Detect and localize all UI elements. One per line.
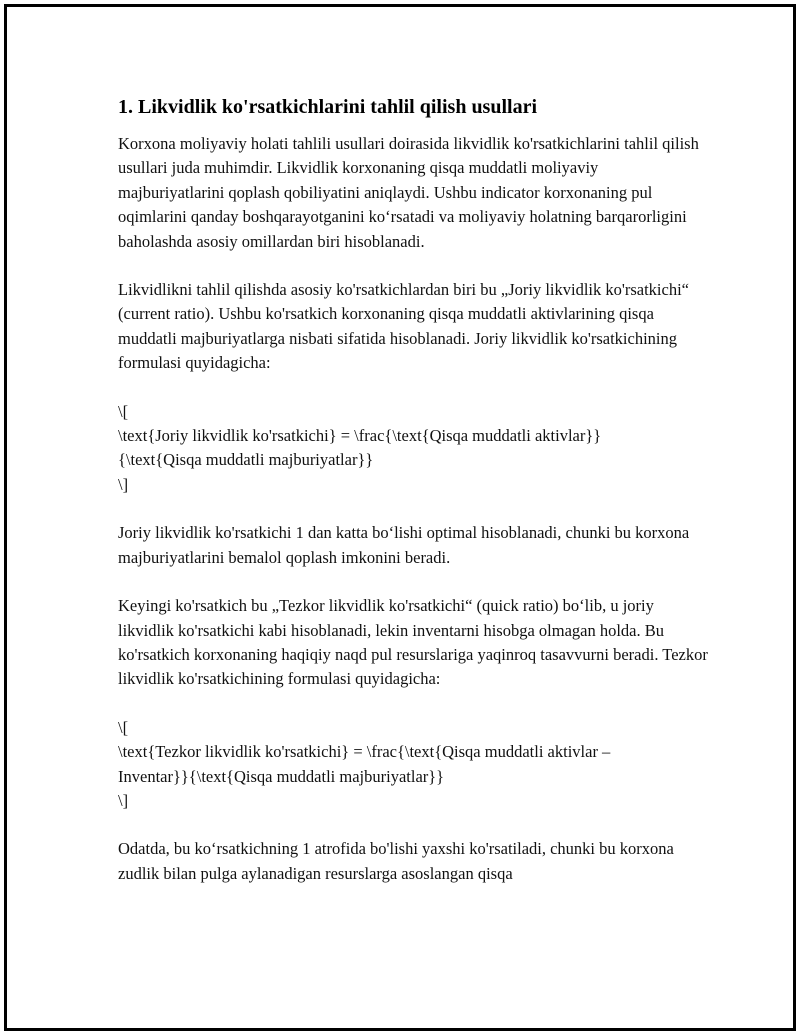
paragraph-current-ratio: Likvidlikni tahlil qilishda asosiy ko'rsatkichlardan biri bu „Joriy likvidlik ko'rsatkichi“ (current ratio). Ushbu ko'rsatkich korxonaning qisqa muddatli aktivlarining qisqa muddatli majburiyatlarga nisbati sifatida hisoblanadi. Joriy likvidlik ko'rsatkichining formulasi quyidagicha: <box>118 280 689 373</box>
paragraph-intro: Korxona moliyaviy holati tahlili usullari doirasida likvidlik ko'rsatkichlarini tahlil qilish usullari juda muhimdir. Likvidlik korxonaning qisqa muddatli moliyaviy majburiyatlarini qoplash qobiliyatini aniqlaydi. Ushbu indicator korxonaning pul oqimlarini qanday boshqarayotganini ko‘rsatadi va moliyaviy holatning barqarorligini baholashda asosiy omillardan biri hisoblanadi. <box>118 134 699 251</box>
paragraph-quick-ratio-note: Odatda, bu ko‘rsatkichning 1 atrofida bo'lishi yaxshi ko'rsatiladi, chunki bu korxona zudlik bilan pulga aylanadigan resurslarga asoslangan qisqa <box>118 839 674 883</box>
formula-quick-ratio: \[ \text{Tezkor likvidlik ko'rsatkichi} = \frac{\text{Qisqa muddatli aktivlar – Inventar}}{\text{Qisqa muddatli majburiyatlar}} \] <box>118 717 611 810</box>
paragraph-quick-ratio: Keyingi ko'rsatkich bu „Tezkor likvidlik ko'rsatkichi“ (quick ratio) bo‘lib, u joriy likvidlik ko'rsatkichi kabi hisoblanadi, lekin inventarni hisobga olmagan holda. Bu ko'rsatkich korxonaning haqiqiy naqd pul resurslariga yaqinroq tasavvurni beradi. Tezkor likvidlik ko'rsatkichining formulasi quyidagicha: <box>118 596 708 689</box>
formula-current-ratio: \[ \text{Joriy likvidlik ko'rsatkichi} = \frac{\text{Qisqa muddatli aktivlar}} {\text{Qisqa muddatli majburiyatlar}} \] <box>118 401 602 494</box>
section-heading: 1. Likvidlik ko'rsatkichlarini tahlil qilish usullari <box>118 96 538 118</box>
document-body <box>118 94 708 910</box>
paragraph-current-ratio-note: Joriy likvidlik ko'rsatkichi 1 dan katta bo‘lishi optimal hisoblanadi, chunki bu korxona majburiyatlarini bemalol qoplash imkonini beradi. <box>118 523 690 567</box>
